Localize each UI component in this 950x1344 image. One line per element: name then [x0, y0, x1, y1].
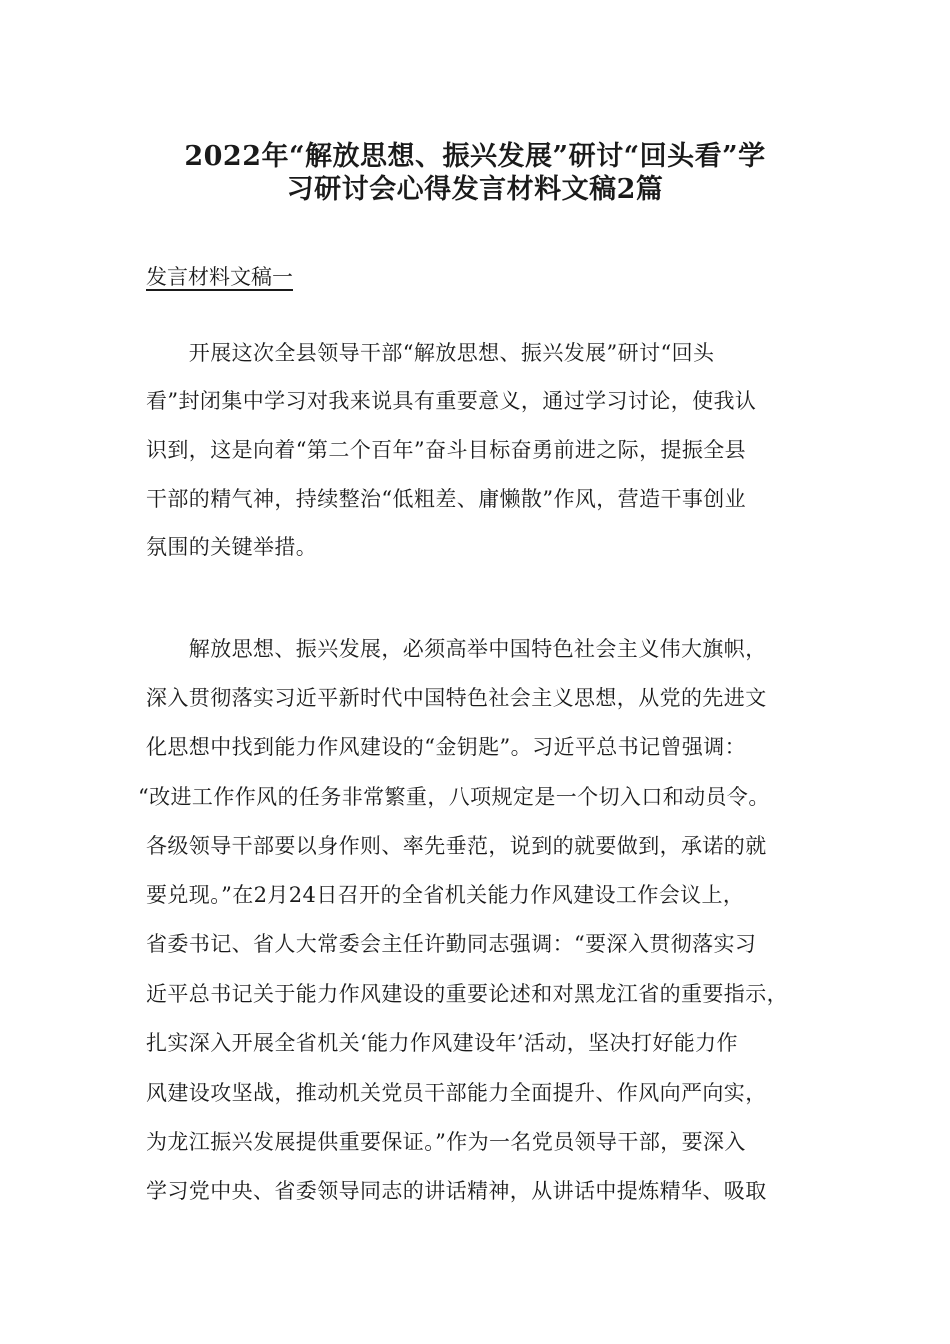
- paragraph-2-line: 风建设攻坚战，推动机关党员干部能力全面提升、作风向严向实，: [146, 1081, 767, 1105]
- section-heading: 发言材料文稿一: [146, 265, 293, 289]
- paragraph-2-line: 扎实深入开展全省机关‘能力作风建设年’活动，坚决打好能力作: [146, 1031, 738, 1055]
- paragraph-2-line: 解放思想、振兴发展，必须高举中国特色社会主义伟大旗帜，: [146, 637, 767, 661]
- paragraph-2-line: “改进工作作风的任务非常繁重，八项规定是一个切入口和动员令。: [138, 785, 770, 809]
- paragraph-2-line: 各级领导干部要以身作则、率先垂范，说到的就要做到，承诺的就: [146, 834, 767, 858]
- paragraph-1-line: 干部的精气神，持续整治“低粗差、庸懒散”作风，营造干事创业: [146, 487, 747, 511]
- paragraph-1-line: 氛围的关键举措。: [146, 535, 318, 559]
- paragraph-2-line: 近平总书记关于能力作风建设的重要论述和对黑龙江省的重要指示，: [146, 982, 788, 1006]
- document-title-line-1: 2022年“解放思想、振兴发展”研讨“回头看”学: [184, 141, 766, 172]
- paragraph-2-line: 为龙江振兴发展提供重要保证。”作为一名党员领导干部，要深入: [146, 1130, 746, 1154]
- paragraph-2-line: 省委书记、省人大常委会主任许勤同志强调：“要深入贯彻落实习: [146, 932, 757, 956]
- document-title-line-2: 习研讨会心得发言材料文稿2篇: [286, 174, 664, 205]
- paragraph-1-line: 看”封闭集中学习对我来说具有重要意义，通过学习讨论，使我认: [146, 389, 757, 413]
- paragraph-2-line: 要兑现。”在2月24日召开的全省机关能力作风建设工作会议上，: [146, 883, 745, 907]
- paragraph-1-line: 开展这次全县领导干部“解放思想、振兴发展”研讨“回头: [146, 341, 715, 365]
- paragraph-1-line: 识到，这是向着“第二个百年”奋斗目标奋勇前进之际，提振全县: [146, 438, 747, 462]
- paragraph-2-line: 深入贯彻落实习近平新时代中国特色社会主义思想，从党的先进文: [146, 686, 767, 710]
- paragraph-2-line: 化思想中找到能力作风建设的“金钥匙”。习近平总书记曾强调：: [146, 735, 747, 759]
- paragraph-2-line: 学习党中央、省委领导同志的讲话精神，从讲话中提炼精华、吸取: [146, 1179, 767, 1203]
